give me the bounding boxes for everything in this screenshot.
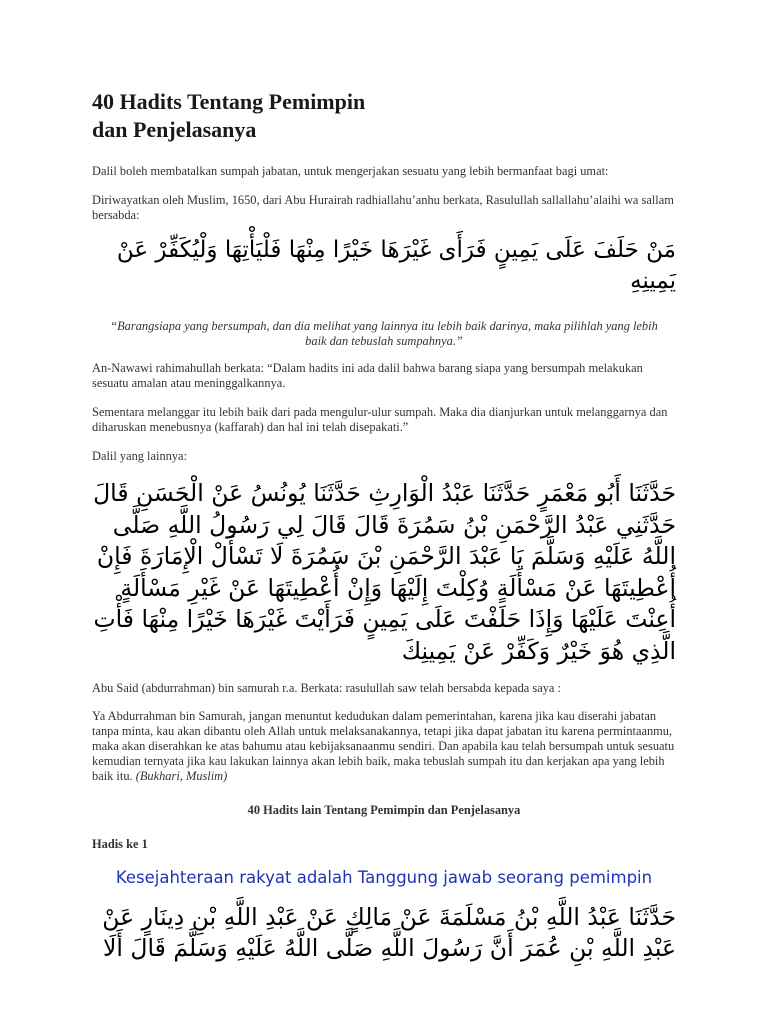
paragraph-other-evidence: Dalil yang lainnya: bbox=[92, 449, 187, 463]
translation-quote: “Barangsiapa yang bersumpah, dan dia melihat yang lainnya itu lebih baik darinya, maka pilihlah yang lebih baik dan tebuslah sumpahnya.” bbox=[110, 319, 658, 348]
hadis-1-heading: Kesejahteraan rakyat adalah Tanggung jawab seorang pemimpin bbox=[115, 868, 653, 887]
hadis-number-label: Hadis ke 1 bbox=[92, 837, 148, 851]
paragraph-narration: Diriwayatkan oleh Muslim, 1650, dari Abu Hurairah radhiallahu’anhu berkata, Rasulullah sallallahu’alaihi wa sallam bersabda: bbox=[92, 193, 674, 222]
hadith-source: (Bukhari, Muslim) bbox=[135, 769, 228, 783]
arabic-hadith-2: حَدَّثَنَا أَبُو مَعْمَرٍ حَدَّثَنَا عَبْدُ الْوَارِثِ حَدَّثَنَا يُونُسُ عَنْ الْحَسَنِ قَالَ حَدَّثَنِي عَبْدُ الرَّحْمَنِ بْنُ سَمُرَةَ قَالَ قَالَ لِي رَسُولُ اللَّهِ صَلَّى اللَّهُ عَلَيْهِ وَسَلَّمَ يَا عَبْدَ الرَّحْمَنِ بْنَ سَمُرَةَ لَا تَسْأَلْ الْإِمَارَةَ فَإِنْ أُعْطِيتَهَا عَنْ مَسْأَلَةٍ وُكِلْتَ إِلَيْهَا وَإِنْ أُعْطِيتَهَا عَنْ غَيْرِ مَسْأَلَةٍ أُعِنْتَ عَلَيْهَا وَإِذَا حَلَفْتَ عَلَى يَمِينٍ فَرَأَيْتَ غَيْرَهَا خَيْرًا مِنْهَا فَأْتِ الَّذِي هُوَ خَيْرٌ وَكَفِّرْ عَنْ يَمِينِكَ bbox=[93, 479, 676, 665]
page-title bbox=[92, 0, 676, 144]
arabic-hadith-1: مَنْ حَلَفَ عَلَى يَمِينٍ فَرَأَى غَيْرَهَا خَيْرًا مِنْهَا فَلْيَأْتِهَا وَلْيُكَفِّرْ عَنْ يَمِينِهِ bbox=[116, 237, 676, 294]
paragraph-narrator: Abu Said (abdurrahman) bin samurah r.a. Berkata: rasulullah saw telah bersabda kepada saya : bbox=[92, 681, 561, 695]
title-line-1: 40 Hadits Tentang Pemimpin bbox=[92, 89, 366, 114]
paragraph-intro: Dalil boleh membatalkan sumpah jabatan, untuk mengerjakan sesuatu yang lebih bermanfaat bagi umat: bbox=[92, 164, 609, 178]
section-subtitle: 40 Hadits lain Tentang Pemimpin dan Penjelasanya bbox=[247, 803, 521, 817]
translation-2-text: Ya Abdurrahman bin Samurah, jangan menuntut kedudukan dalam pemerintahan, karena jika kau diserahi jabatan tanpa minta, kau akan dibantu oleh Allah untuk melaksanakannya, tetapi jika dapat jabatan itu karena permintaanmu, maka akan diserahkan ke atas bahumu atau kebijaksanaanmu sendiri. Dan apabila kau telah bersumpah untuk sesuatu kemudian ternyata jika kau lakukan lainnya akan lebih baik, maka tebuslah sumpah itu dan kerjakan apa yang lebih baik itu. bbox=[92, 709, 675, 783]
arabic-hadith-3: حَدَّثَنَا عَبْدُ اللَّهِ بْنُ مَسْلَمَةَ عَنْ مَالِكٍ عَنْ عَبْدِ اللَّهِ بْنِ دِينَارٍ عَنْ عَبْدِ اللَّهِ بْنِ عُمَرَ أَنَّ رَسُولَ اللَّهِ صَلَّى اللَّهُ عَلَيْهِ وَسَلَّمَ قَالَ أَلَا bbox=[102, 902, 676, 962]
paragraph-nawawi: An-Nawawi rahimahullah berkata: “Dalam hadits ini ada dalil bahwa barang siapa yang bersumpah melakukan sesuatu amalan atau meninggalkannya. bbox=[92, 361, 643, 390]
title-line-2: dan Penjelasanya bbox=[92, 117, 257, 142]
paragraph-translation-2 bbox=[92, 709, 676, 784]
paragraph-explanation: Sementara melanggar itu lebih baik dari pada mengulur-ulur sumpah. Maka dia dianjurkan untuk melanggarnya dan diharuskan menebusnya (kaffarah) dan hal ini telah disepakati.” bbox=[92, 405, 668, 434]
